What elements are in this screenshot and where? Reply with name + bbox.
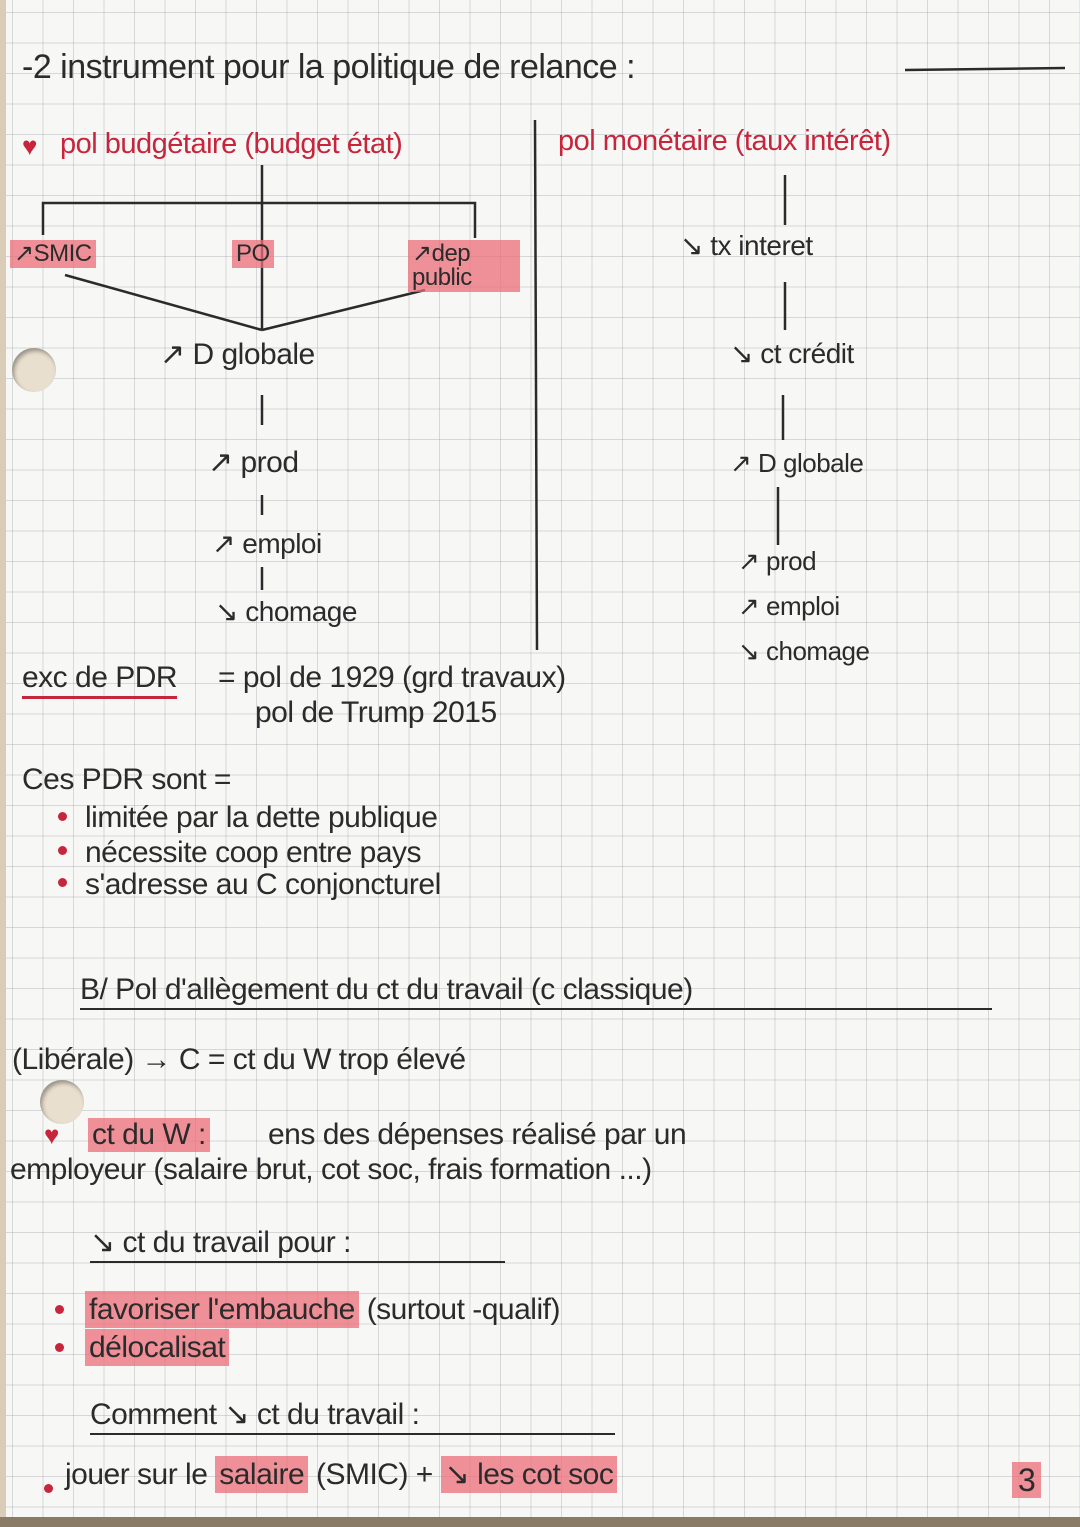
chain-item: ↘ chomage: [215, 596, 357, 627]
chain-item: ↗ emploi: [738, 591, 840, 621]
chain-item: ↘ tx interet: [680, 230, 813, 261]
definition-text: employeur (salaire brut, cot soc, frais formation ...): [10, 1153, 652, 1186]
box-po: PO: [232, 240, 274, 268]
section-b-heading: B/ Pol d'allègement du ct du travail (c classique): [80, 975, 992, 1010]
bullet: [58, 846, 67, 855]
highlight: délocalisat: [85, 1329, 229, 1366]
highlight: ↘ les cot soc: [441, 1456, 618, 1493]
monetary-policy-heading: pol monétaire (taux intérêt): [558, 125, 891, 157]
bullet: [58, 812, 67, 821]
limits-item: nécessite coop entre pays: [85, 836, 422, 869]
limits-item: limitée par la dette publique: [85, 801, 438, 834]
examples-line: pol de Trump 2015: [255, 696, 497, 729]
why-item: [85, 1295, 560, 1325]
chain-item: ↘ ct crédit: [730, 338, 854, 369]
box-smic: ↗SMIC: [10, 240, 96, 268]
chain-item: ↘ chomage: [738, 636, 870, 666]
budget-policy-heading: pol budgétaire (budget état): [60, 128, 403, 160]
paper-bottom-edge: [0, 1517, 1080, 1527]
how-item: [65, 1460, 617, 1490]
examples-label: exc de PDR: [22, 663, 177, 699]
definition-term: ct du W :: [88, 1118, 210, 1152]
chain-item: ↗ prod: [208, 446, 299, 479]
bullet: [58, 878, 67, 887]
column-divider: [535, 120, 537, 650]
tree-bracket: [43, 203, 475, 238]
why-item-rest: (surtout -qualif): [358, 1293, 560, 1326]
limits-item: s'adresse au C conjoncturel: [85, 868, 441, 901]
chain-item: ↗ emploi: [212, 528, 322, 559]
how-text: jouer sur le: [65, 1458, 216, 1491]
examples-line: = pol de 1929 (grd travaux): [218, 661, 566, 694]
why-item: [85, 1333, 229, 1363]
bullet: [55, 1343, 64, 1352]
definition-text: ens des dépenses réalisé par un: [268, 1118, 687, 1151]
title-rule: [905, 68, 1065, 70]
page-number: 3: [1012, 1462, 1041, 1498]
heart-icon: ♥: [44, 1120, 60, 1150]
chain-item: ↗ prod: [738, 546, 817, 576]
page-title: -2 instrument pour la politique de relance :: [22, 48, 636, 86]
why-heading: ↘ ct du travail pour :: [90, 1228, 505, 1263]
bullet: [44, 1484, 53, 1493]
bullet: [55, 1305, 64, 1314]
liberal-line: (Libérale) → C = ct du W trop élevé: [12, 1043, 466, 1076]
highlight: favoriser l'embauche: [85, 1291, 359, 1328]
chain-item: ↗ D globale: [730, 448, 864, 478]
highlight: salaire: [215, 1456, 308, 1493]
connector: [262, 290, 425, 330]
limits-heading: Ces PDR sont =: [22, 763, 231, 796]
heart-icon: ♥: [22, 131, 38, 161]
chain-item: ↗ D globale: [160, 338, 315, 371]
how-text: (SMIC) +: [308, 1458, 441, 1491]
box-dep-public: ↗dep public: [408, 240, 520, 292]
connector: [65, 275, 262, 330]
how-heading: Comment ↘ ct du travail :: [90, 1400, 615, 1435]
